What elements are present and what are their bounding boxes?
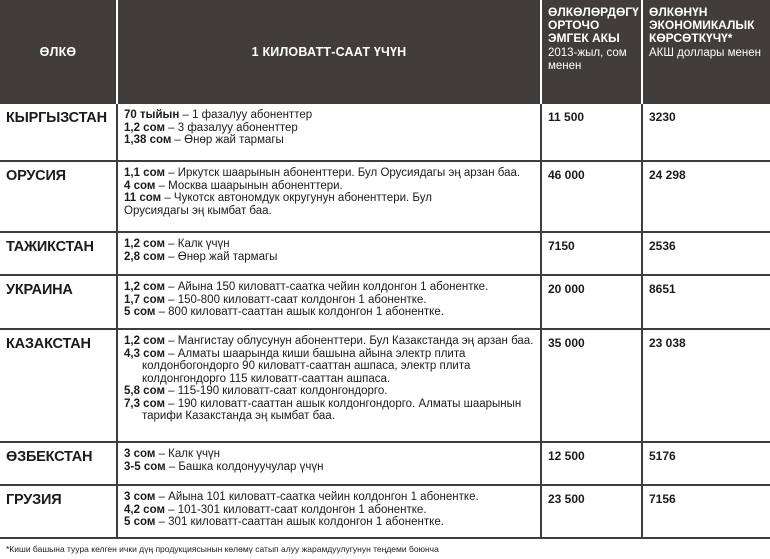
header-wage [541,0,642,104]
tariff-price: 4,2 сом [124,503,165,516]
tariff-price: 1,2 сом [124,121,165,134]
wage-cell: 12 500 [541,442,642,485]
table-row [0,232,770,275]
tariff-line [124,134,536,147]
table-row [0,485,770,538]
table-body [0,104,770,538]
tariff-cell [117,232,541,275]
header-econ-title: ӨЛКӨНҮН ЭКОНОМИКАЛЫК КӨРСӨТКҮЧҮ* [649,5,755,45]
tariff-description: – Өнөр жай тармагы [171,134,284,146]
wage-cell: 20 000 [541,275,642,329]
country-cell: ГРУЗИЯ [0,485,117,538]
tariff-line [124,294,536,307]
tariff-description: – Айына 101 киловатт-саатка чейин колдонгон 1 абонентке. [155,491,479,503]
tariff-description: – 1 фазалуу абоненттер [179,109,313,121]
tariff-price: 5 сом [124,306,156,318]
tariff-line [124,385,536,398]
footnote: *Киши башына туура келген ички дүң продукциясынын көлөмү сатып алуу жарамдуулугунун теңдеми боюнча [6,544,439,554]
tariff-line [124,167,536,180]
econ-cell: 23 038 [642,329,770,442]
tariff-line [124,504,536,517]
tariff-price: 7,3 сом [124,397,165,410]
country-cell: УКРАИНА [0,275,117,329]
tariff-description: – 190 киловатт-сааттан ашык колдонгондорго. Алматы шаарынын [164,397,522,410]
tariff-cell [117,161,541,232]
tariff-line [124,180,536,193]
header-econ-sub: АКШ доллары менен [649,47,762,59]
header-per-kwh: 1 КИЛОВАТТ-СААТ ҮЧҮН [117,0,541,104]
tariff-line [124,491,536,504]
table-row [0,329,770,442]
tariff-description: – Чукотск автономдук округунун абоненттери. Бул [161,192,432,204]
tariff-description: – Иркутск шаарынын абоненттери. Бул Орусиядагы эң арзан баа. [164,167,521,179]
tariff-line [124,360,536,373]
tariff-price: 3 сом [124,491,156,503]
tariff-cell [117,442,541,485]
tariff-cell [117,275,541,329]
tariff-description: колдонгондорго 115 киловатт-сааттан ашпаса. [142,372,391,385]
tariff-description: тарифи Казакстанда эң кымбат баа. [142,410,335,422]
tariff-line [124,398,536,411]
econ-cell: 3230 [649,110,676,124]
tariff-line [124,410,536,423]
header-wage-title: ӨЛКӨЛӨРДӨГҮ ОРТОЧО ЭМГЕК АКЫ [548,5,639,45]
tariff-price: 5 сом [124,516,156,528]
tariff-line [124,122,536,135]
tariff-line [124,281,536,294]
tariff-price: 1,2 сом [124,281,165,293]
tariff-description: – Алматы шаарында киши башына айына электр плита [164,347,466,360]
tariff-description: – 150-800 киловатт-саат колдонгон 1 абонентке. [164,293,427,306]
tariff-price: 3-5 сом [124,460,166,473]
table-row [0,104,770,161]
tariff-line [124,348,536,361]
tariff-line [124,448,536,461]
tariff-price: 1,38 сом [124,134,172,146]
tariff-description: колдонбогондорго 90 киловатт-сааттан ашпаса, электр плита [142,360,471,372]
tariff-description: – Калк үчүн [155,448,221,460]
country-cell: ОРУСИЯ [0,161,117,232]
econ-cell: 24 298 [642,161,770,232]
tariff-description: – 101-301 киловатт-саат колдонгон 1 абонентке. [164,503,427,516]
tariff-price: 3 сом [124,448,156,460]
econ-cell: 8651 [642,275,770,329]
tariff-price: 1,7 сом [124,293,165,306]
wage-cell: 35 000 [541,329,642,442]
tariff-line [124,306,536,319]
tariff-description: – 800 киловатт-сааттан ашык колдонгон 1 абонентке. [155,306,444,318]
tariff-price: 11 сом [124,192,162,204]
tariff-price: 4 сом [124,179,156,192]
tariff-price: 2,8 сом [124,250,165,263]
tariff-line [124,251,536,264]
wage-cell: 46 000 [541,161,642,232]
tariff-line [124,373,536,386]
tariff-description: – Айына 150 киловатт-саатка чейин колдонгон 1 абонентке. [164,281,489,293]
tariff-line [124,192,536,205]
country-cell: ӨЗБЕКСТАН [0,442,117,485]
tariff-description: Орусиядагы эң кымбат баа. [124,204,272,217]
tariff-description: – 115-190 киловатт-саат колдонгондорго. [164,385,388,397]
wage-cell: 23 500 [541,485,642,538]
table-row [0,161,770,232]
econ-cell: 7156 [642,485,770,538]
country-cell: ТАЖИКСТАН [0,232,117,275]
tariff-description: – 301 киловатт-сааттан ашык колдонгон 1 абонентке. [155,516,444,528]
header-econ [642,0,770,104]
tariff-line [124,516,536,529]
tariff-line [124,205,536,218]
tariff-cell [117,329,541,442]
tariff-description: – 3 фазалуу абоненттер [164,121,298,134]
tariff-price: 5,8 сом [124,385,165,397]
header-wage-sub: 2013-жыл, сом менен [548,47,627,72]
tariff-price: 1,2 сом [124,238,165,250]
tariff-description: – Өнөр жай тармагы [164,250,278,263]
tariff-line [124,109,536,122]
header-country: ӨЛКӨ [0,0,117,104]
tariff-price: 1,2 сом [124,335,165,347]
wage-cell: 7150 [541,232,642,275]
table-row [0,275,770,329]
tariff-line [124,238,536,251]
tariff-description: – Башка колдонуучулар үчүн [165,460,324,473]
econ-cell: 2536 [642,232,770,275]
table-row [0,442,770,485]
header-row [0,0,770,104]
tariff-price: 70 тыйын [124,109,180,121]
country-cell: КАЗАКСТАН [0,329,117,442]
tariff-description: – Москва шаарынын абоненттери. [155,179,343,192]
wage-cell: 11 500 [541,104,642,161]
econ-cell: 5176 [642,442,770,485]
tariff-price: 1,1 сом [124,167,165,179]
tariff-cell [117,104,541,161]
tariff-line [124,461,536,474]
tariff-line [124,335,536,348]
tariff-description: – Мангистау облусунун абоненттери. Бул Казакстанда эң арзан баа. [164,335,534,347]
country-cell: КЫРГЫЗСТАН [0,104,117,161]
tariff-description: – Калк үчүн [164,238,230,250]
tariff-price: 4,3 сом [124,347,165,360]
tariff-cell [117,485,541,538]
